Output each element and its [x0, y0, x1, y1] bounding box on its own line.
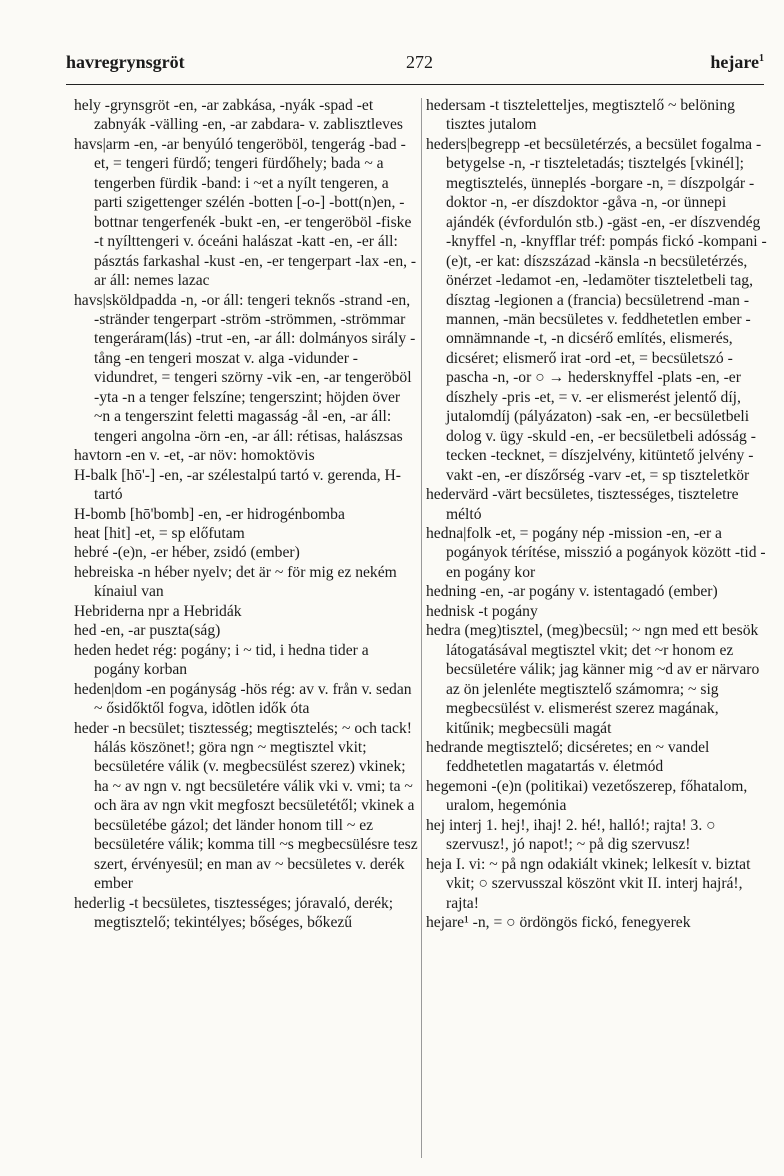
dictionary-entry: hedning -en, -ar pogány v. istentagadó (ember) — [426, 583, 718, 601]
dictionary-entry: hedrande megtisztelő; dicséretes; en ~ vandel feddhetetlen magatartás v. életmód — [426, 738, 710, 776]
dictionary-entry: heden|dom -en pogányság -hös rég: av v. från v. sedan ~ ősidőktől fogva, idõtlen idők óta — [74, 680, 412, 718]
dictionary-entry: heden hedet rég: pogány; i ~ tid, i hedna tider a pogány korban — [74, 641, 369, 679]
dictionary-entry: heder -n becsület; tisztesség; megtisztelés; ~ och tack! hálás köszönet!; göra ngn ~ megtisztel vkit; becsületére válik (v. megbecsülést szerez) vkinek; ha ~ av ngn v. ngt becsületére válik vki v. vmi; ta ~ och ära av ngn vkit megfoszt becsületétől; vkinek a becsületébe gázol; det länder honom till ~ ez becsületére válik; komma till ~s megbecsülésre tesz szert, érvényesül; en man av ~ becsületes v. derék ember — [74, 719, 418, 893]
dictionary-entry: hed -en, -ar puszta(ság) — [74, 622, 221, 640]
right-column — [426, 96, 768, 932]
dictionary-entry: Hebriderna npr a Hebridák — [74, 602, 242, 620]
running-header — [66, 52, 764, 82]
dictionary-entry: hebreiska -n héber nyelv; det är ~ för mig ez nekém kínaiul van — [74, 563, 397, 601]
dictionary-entry: havs|sköldpadda -n, -or áll: tengeri teknős -strand -en, -stränder tengerpart -ström -strömmen, -strömmar tengeráram(lás) -trut -en, -ar áll: dolmányos sirály -tång -en tengeri moszat v. alga -vidunder -vidundret, = tengeri szörny -vik -en, -ar tengeröböl -yta -n a tenger felszíne; tengerszint; höjden över ~n a tengerszint feletti magasság -ål -en, -ar áll: tengeri angolna -örn -en, -ar áll: rétisas, halászsas — [74, 291, 416, 445]
dictionary-entry: hely -grynsgröt -en, -ar zabkása, -nyák -spad -et zabnyák -välling -en, -ar zabdara- v. zablisztleves — [74, 97, 403, 134]
dictionary-entry: H-bomb [hō'bomb] -en, -er hidrogénbomba — [74, 505, 345, 523]
dictionary-entry: hegemoni -(e)n (politikai) vezetőszerep, főhatalom, uralom, hegemónia — [426, 777, 748, 815]
right-guide-superscript: 1 — [759, 53, 764, 64]
dictionary-entry: hednisk -t pogány — [426, 602, 538, 620]
column-divider — [421, 98, 422, 1158]
dictionary-entry: heders|begrepp -et becsületérzés, a becsület fogalma -betygelse -n, -r tiszteletadás; tisztelgés [vkinél]; megtisztelés, ünneplés -borgare -n, = díszpolgár -doktor -n, -er díszdoktor -gåva -n, -or ünnepi ajándék (évfordulón stb.) -gäst -en, -er díszvendég -knyffel -n, -knyfflar tréf: pompás fickó -kompani -(e)t, -er kat: díszszázad -känsla -n becsületérzés, önérzet -ledamot -en, -ledamöter tiszteletbeli tag, dísztag -legionen a (francia) becsületrend -man -mannen, -män becsületes v. feddhetetlen ember -omnämnande -t, -n dicsérő említés, elismerés, dicséret; elismerő irat -ord -et, = becsületszó -pascha -n, -or ○ → hedersknyffel -plats -en, -er díszhely -pris -et, = v. -er elismerést jelentő díj, jutalomdíj (pályázaton) -sak -en, -er becsületbeli dolog v. ügy -skuld -en, -er becsületbeli adósság -tecken -tecknet, = díszjelvény, kitüntető jelvény -vakt -en, -er díszőrség -varv -et, = sp tiszteletkör — [426, 135, 767, 484]
left-guide-word: havregrynsgröt — [66, 52, 185, 72]
left-column — [74, 96, 418, 932]
dictionary-entry: hejare¹ -n, = ○ ördöngös fickó, fenegyerek — [426, 914, 691, 932]
dictionary-entry: havtorn -en v. -et, -ar növ: homoktövis — [74, 447, 315, 465]
dictionary-entry: hej interj 1. hej!, ihaj! 2. hé!, halló!; rajta! 3. ○ szervusz!, jó napot!; ~ på dig szervusz! — [426, 816, 716, 854]
dictionary-entry: hedna|folk -et, = pogány nép -mission -en, -er a pogányok térítése, misszió a pogányok között -tid -en pogány kor — [426, 524, 766, 581]
dictionary-entry: hedra (meg)tisztel, (meg)becsül; ~ ngn med ett besök látogatásával megtisztel vkit; det ~r honom ez becsületére válik; jag känner mig ~d av er närvaro az ön jelenléte megtisztelő számomra; ~ sig megbecsülést v. elismerést szerez magának, kitűnik; megbecsüli magát — [426, 622, 760, 737]
dictionary-entry: hebré -(e)n, -er héber, zsidó (ember) — [74, 544, 300, 562]
dictionary-entry: H-balk [hō'-] -en, -ar szélestalpú tartó v. gerenda, H-tartó — [74, 466, 401, 504]
dictionary-entry: havs|arm -en, -ar benyúló tengeröböl, tengerág -bad -et, = tengeri fürdő; tengeri fürdőhely; bada ~ a tengerben fürdik -band: i ~et a nyílt tengeren, a parti szigettenger szélén -botten [-o-] -bott(n)en, -bottnar tengerfenék -bukt -en, -er tengeröböl -fiske -t nyílttengeri v. óceáni halászat -katt -en, -er áll: pásztás farkashal -kust -en, -er tengerpart -lax -en, -ar áll: nemes lazac — [74, 135, 417, 290]
page-number: 272 — [406, 52, 433, 72]
dictionary-entry: hedersam -t tiszteletteljes, megtisztelő ~ belöning tisztes jutalom — [426, 97, 735, 134]
dictionary-entry: hedervärd -värt becsületes, tisztességes, tiszteletre méltó — [426, 486, 739, 523]
dictionary-entry: heat [hit] -et, = sp előfutam — [74, 524, 245, 542]
right-guide-text: hejare — [710, 52, 759, 72]
dictionary-entry: heja I. vi: ~ på ngn odakiált vkinek; lelkesít v. biztat vkit; ○ szervusszal köszönt vkit II. interj hajrá!, rajta! — [426, 855, 751, 912]
right-guide-word — [710, 52, 764, 73]
header-rule — [66, 84, 764, 85]
dictionary-entry: hederlig -t becsületes, tisztességes; jóravaló, derék; megtisztelő; tekintélyes; bőséges, bőkezű — [74, 894, 394, 932]
